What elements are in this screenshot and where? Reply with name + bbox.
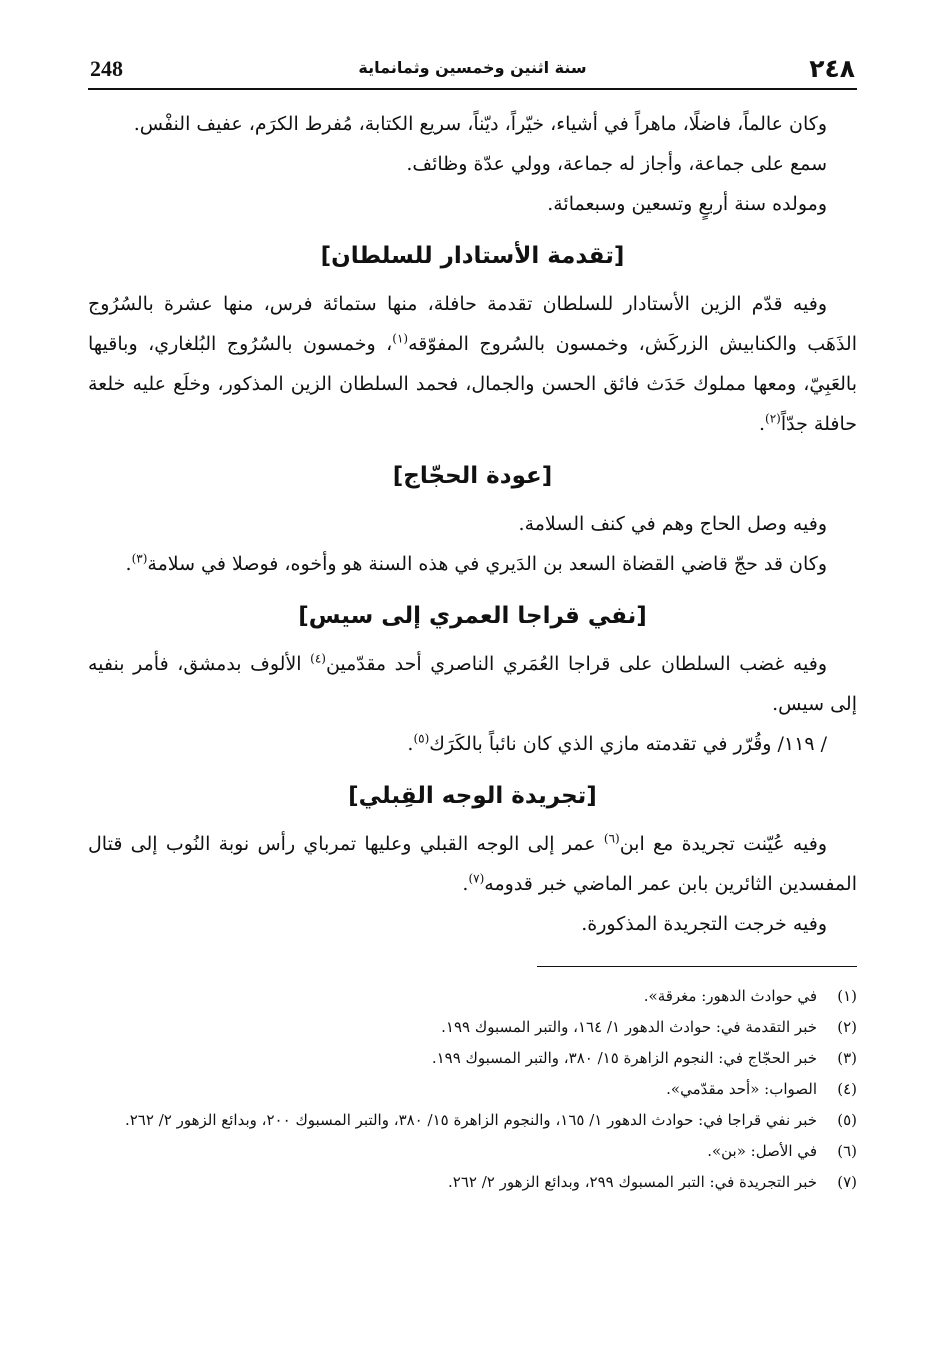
intro-paragraph: وكان عالماً، فاضلًا، ماهراً في أشياء، خيّراً، ديّناً، سريع الكتابة، مُفرط الكرَم، عفيف النفْس.	[133, 113, 827, 135]
footnote-marker: (٤)	[310, 651, 326, 666]
footnote-text: خبر نفي قراجا في: حوادث الدهور ١/ ١٦٥، والنجوم الزاهرة ١٥/ ٣٨٠، والتبر المسبوك ٢٠٠، وبدائع الزهور ٢/ ٢٦٢.	[124, 1111, 817, 1129]
footnote-marker: (١)	[392, 331, 409, 346]
footnote-marker: (٥)	[413, 731, 430, 746]
footnotes	[88, 981, 857, 1198]
paragraph-text: / ١١٩/ وقُرّر في تقدمته مازي الذي كان نائباً بالكَرَك	[429, 733, 827, 755]
intro-paragraph: ومولده سنة أربعٍ وتسعين وسبعمائة.	[547, 193, 827, 215]
footnote-marker: (٦)	[603, 831, 620, 846]
footnote-number: (١)	[837, 987, 857, 1005]
section-paragraph	[88, 544, 857, 584]
section-heading: [تقدمة الأستادار للسلطان]	[320, 243, 625, 269]
paragraph-text: .	[407, 733, 414, 755]
section-paragraph	[88, 724, 857, 764]
footnote-text: الصواب: «أحد مقدّمي».	[666, 1080, 817, 1098]
running-head-title: سنة اثنين وخمسين وثمانماية	[358, 58, 587, 77]
footnote-number: (٥)	[837, 1111, 857, 1129]
paragraph-text: .	[462, 873, 469, 895]
footnote-number: (٧)	[837, 1173, 857, 1191]
page-number-arabic: ٢٤٨	[809, 54, 855, 83]
page-number-latin: 248	[90, 56, 123, 81]
section-paragraph	[88, 904, 857, 944]
body-text	[88, 104, 857, 944]
book-page	[88, 50, 857, 1330]
footnote-text: خبر التجريدة في: التبر المسبوك ٢٩٩، وبدائع الزهور ٢/ ٢٦٢.	[448, 1173, 817, 1191]
footnote-number: (٤)	[837, 1080, 857, 1098]
footnote-text: في حوادث الدهور: مغرقة».	[643, 987, 817, 1005]
footnote-text: خبر التقدمة في: حوادث الدهور ١/ ١٦٤، والتبر المسبوك ١٩٩.	[441, 1018, 817, 1036]
section-heading: [عودة الحجّاج]	[392, 463, 553, 489]
footnote	[88, 1074, 857, 1105]
footnote-separator	[537, 966, 857, 967]
footnote	[88, 1167, 857, 1198]
running-head	[88, 50, 857, 90]
paragraph-text: وفيه عُيّنت تجريدة مع ابن	[619, 833, 827, 855]
footnote-marker: (٧)	[468, 871, 485, 886]
section-paragraph	[88, 284, 857, 444]
footnote	[88, 1043, 857, 1074]
paragraph-text: وفيه غضب السلطان على قراجا العُمَري الناصري أحد مقدّمين	[325, 653, 828, 675]
paragraph-text: وفيه قدّم الزين الأستادار للسلطان تقدمة حافلة، منها ستمائة فرس، منها عشرة بالسُرُوج الذَهَب والكنابيش الزركَش، وخمسون بالسُروج المفوّقه	[88, 293, 857, 355]
footnote-text: في الأصل: «بن».	[707, 1142, 817, 1160]
footnote	[88, 981, 857, 1012]
paragraph-text: ، وخمسون بالسُرُوج البُلغاري، وباقيها بالعَبِيّ، ومعها مملوك حَدَث فائق الحسن والجمال، فحمد السلطان الزين المذكور، وخلَع عليه خلعة حافلة جدّاً	[88, 333, 857, 435]
footnote	[88, 1105, 857, 1136]
paragraph-text: عمر إلى الوجه القبلي وعليها تمرباي رأس نوبة النُوب إلى قتال المفسدين الثائرين بابن عمر الماضي خبر قدومه	[88, 833, 857, 895]
footnote-number: (٣)	[837, 1049, 857, 1067]
section-heading: [نفي قراجا العمري إلى سيس]	[298, 603, 647, 629]
section-heading: [تجريدة الوجه القِبلي]	[348, 783, 597, 809]
footnote-text: خبر الحجّاج في: النجوم الزاهرة ١٥/ ٣٨٠، والتبر المسبوك ١٩٩.	[431, 1049, 817, 1067]
footnote	[88, 1012, 857, 1043]
footnote-number: (٦)	[837, 1142, 857, 1160]
footnote-marker: (٣)	[131, 551, 148, 566]
section-paragraph	[88, 504, 857, 544]
paragraph-text: الألوف بدمشق، فأمر بنفيه إلى سيس.	[88, 653, 857, 715]
paragraph-text: .	[758, 413, 766, 435]
paragraph-text: وفيه خرجت التجريدة المذكورة.	[581, 913, 827, 935]
paragraph-text: وكان قد حجّ قاضي القضاة السعد بن الدَيري في هذه السنة هو وأخوه، فوصلا في سلامة	[147, 553, 827, 575]
section-paragraph	[88, 824, 857, 904]
footnote-marker: (٢)	[765, 411, 781, 426]
paragraph-text: وفيه وصل الحاج وهم في كنف السلامة.	[518, 513, 827, 535]
footnote-number: (٢)	[837, 1018, 857, 1036]
footnote	[88, 1136, 857, 1167]
intro-paragraph: سمع على جماعة، وأجاز له جماعة، وولي عدّة وظائف.	[406, 153, 827, 175]
paragraph-text: .	[125, 553, 132, 575]
section-paragraph	[88, 644, 857, 724]
